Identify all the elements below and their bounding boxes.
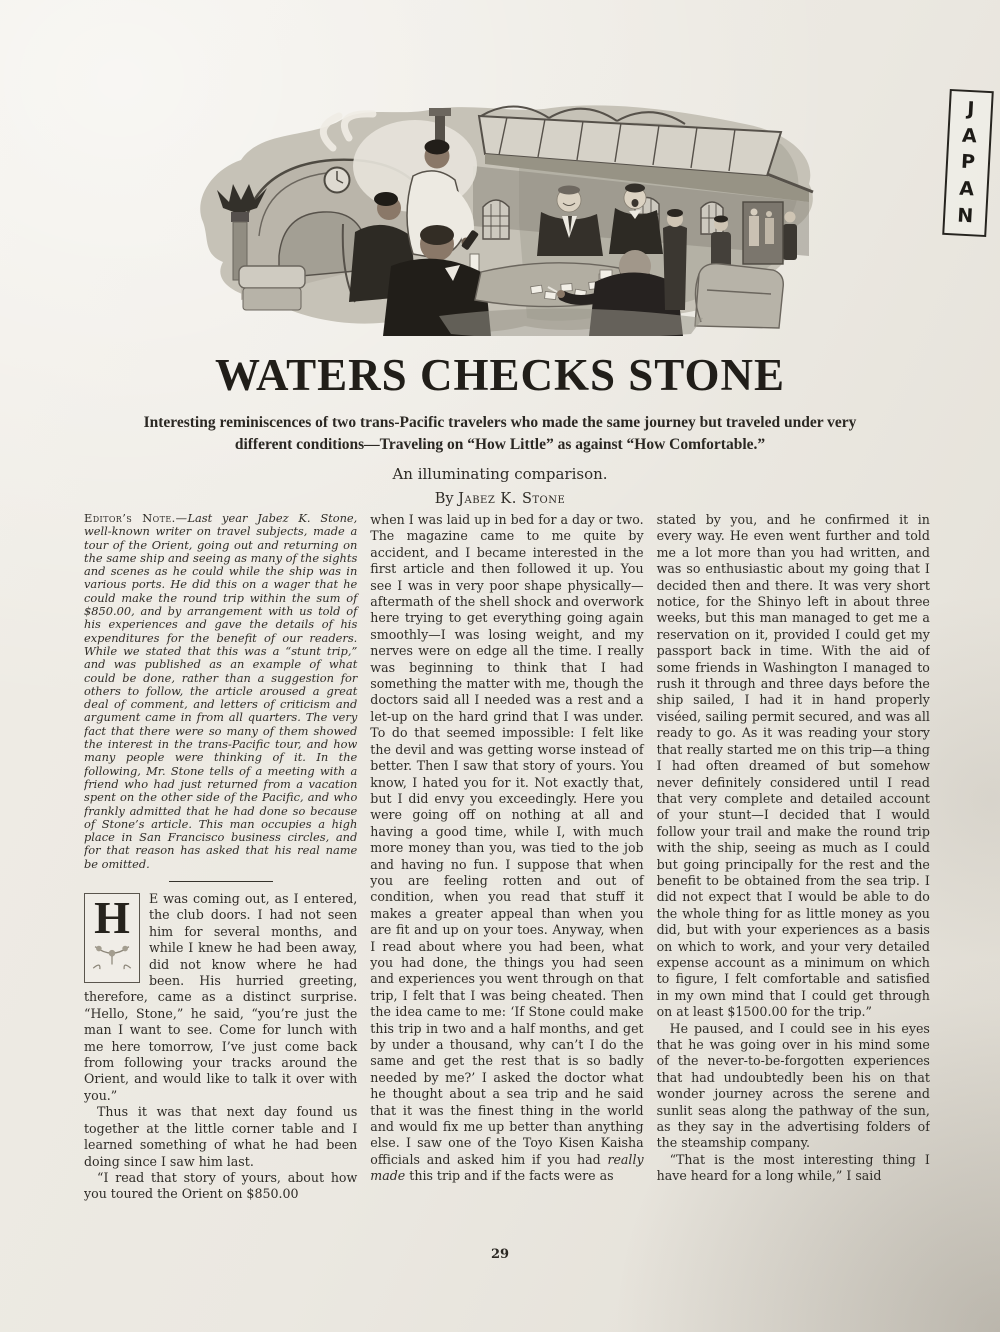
- column-1-body: [84, 891, 357, 1203]
- stamp-letter: J: [966, 97, 975, 121]
- deck-line-1: Interesting reminiscences of two trans-Pacific travelers who made the same journey but traveled under very: [143, 414, 857, 432]
- deck-line-2: different conditions—Traveling on “How Little” as against “How Comfortable.”: [234, 436, 766, 454]
- byline-by: By: [434, 491, 459, 508]
- column-2: [370, 512, 643, 1257]
- drop-cap-ornament: [91, 941, 133, 971]
- editors-note-label: Editor’s Note.—: [84, 512, 188, 525]
- stamp-letter: N: [956, 204, 974, 228]
- drop-cap: [84, 893, 140, 983]
- editors-note: [84, 512, 357, 871]
- stamp-letter: A: [958, 177, 975, 201]
- article-paragraph: “I read that story of yours, about how you toured the Orient on $850.00: [84, 1169, 358, 1202]
- article-title: WATERS CHECKS STONE: [214, 350, 785, 400]
- stamp-letter: P: [960, 151, 976, 174]
- article-subdeck: An illuminating comparison.: [392, 465, 608, 484]
- japan-stamp: [942, 89, 994, 237]
- section-divider: [169, 881, 273, 882]
- article-paragraph: [84, 891, 357, 1104]
- article-columns: [84, 512, 930, 1257]
- paragraph-text: E was coming out, as I entered, the club doors. I had not seen him for several months, and while I knew he had been away, did not know where he had been. His hurried greeting, therefore, came as a distinct surprise. “Hello, Stone,” he said, “you’re just the man I want to see. Come for lunch with me here tomorrow, I’ve just come back from following your tracks around the Orient, and would like to talk it over with you.”: [84, 891, 358, 1103]
- illustration-ship-card-game: [183, 104, 825, 336]
- article-paragraph: “That is the most interesting thing I have heard for a long while,” I said: [656, 1151, 930, 1184]
- article-paragraph: [370, 512, 643, 1185]
- column-3: [657, 512, 930, 1257]
- article-deck: [77, 412, 923, 456]
- column-1: [84, 512, 357, 1257]
- editors-note-body: Last year Jabez K. Stone, well-known writer on travel subjects, made a tour of the Orient, going out and returning on the same ship and seeing as many of the sights and scenes as he could while the ship was in various ports. He did this on a wager that he could make the round trip within the sum of $850.00, and by arrangement with us told of his experiences and gave the details of his expenditures for the benefit of our readers. While we stated that this was a “stunt trip,” and was published as an example of what could be done, rather than a suggestion for others to follow, the article aroused a great deal of comment, and letters of criticism and argument came in from all quarters. The very fact that there were so many of them showed the interest in the trans-Pacific tour, and how many people were thinking of it. In the following, Mr. Stone tells of a meeting with a friend who had just returned from a vacation spent on the other side of the Pacific, and who frankly admitted that he had done so because of Stone’s article. This man occupies a high place in San Francisco business circles, and for that reason has asked that his real name be omitted.: [84, 512, 358, 871]
- stamp-letter: A: [961, 124, 978, 148]
- article-paragraph: stated by you, and he confirmed it in every way. He even went further and told me a lot more than you had written, and was so enthusiastic about my going that I decided then and there. It was very short notice, for the Shinyo left in about three weeks, but this man managed to get me a reservation on it, provided I could get my passport back in time. With the aid of some friends in Washington I managed to rush it through and three days before the ship sailed, I had it in hand properly viséed, sailing permit secured, and was all ready to go. As it was reading your story that really started me on this trip—a thing I had often dreamed of but somehow never definitely considered until I read that very complete and detailed account of your stunt—I decided that I would follow your trail and make the round trip with the ship, seeing as much as I could but going principally for the rest and the benefit to be obtained from the sea trip. I did not expect that I would be able to do the whole thing for as little money as you did, but with your experiences as a basis on which to work, and your very detailed expense account as a minimum on which to figure, I felt comfortable and satisfied in my own mind that I could get through on at least $1500.00 for the trip.”: [656, 512, 930, 1020]
- article-paragraph: Thus it was that next day found us together at the little corner table and I learned something of what he had been doing since I saw him last.: [84, 1104, 358, 1169]
- byline: [0, 491, 1000, 507]
- drop-cap-letter: H: [94, 892, 130, 944]
- column-3-body: [657, 512, 930, 1185]
- paragraph-text: this trip and if the facts were as: [405, 1168, 614, 1184]
- column-2-body: [370, 512, 643, 1185]
- masthead: [0, 352, 1000, 507]
- article-paragraph: He paused, and I could see in his eyes that he was going over in his mind some of the never-to-be-forgotten experiences that had undoubtedly been his on that wonder journey across the serene and sunlit seas along the pathway of the sun, as they say in the advertising folders of the steamship company.: [656, 1020, 930, 1151]
- byline-author: Jabez K. Stone: [458, 491, 566, 508]
- page-number: 29: [490, 1247, 510, 1262]
- emphasized-text: really made: [370, 1151, 644, 1184]
- paragraph-text: when I was laid up in bed for a day or two. The magazine came to me quite by accident, and I became interested in the first article and then followed it up. You see I was in very poor shape physically—aftermath of the shell shock and overwork here trying to get everything going again smoothly—I was losing weight, and my nerves were on edge all the time. I really was beginning to think that I had something the matter with me, though the doctors said all I needed was a rest and a let-up on the hard grind that I was under. To do that seemed impossible: I felt like the devil and was getting worse instead of better. Then I saw that story of yours. You know, I hated you for it. Not exactly that, but I did envy you exceedingly. Here you were going off on nothing at all and having a good time, while I, with much more money than you, was tied to the job and having no fun. I suppose that when you are feeling rotten and out of condition, when you read that stuff it makes a greater appeal than when you are fit and up on your toes. Anyway, when I read about where you had been, what you had done, the things you had seen and experiences you went through on that trip, I felt that I was being cheated. Then the idea came to me: ‘If Stone could make this trip in two and a half months, and get by under a thousand, why can’t I do the same and get the rest that is so badly needed by me?’ I asked the doctor what he thought about a sea trip and he said that it was the finest thing in the world and would fix me up better than anything else. I saw one of the Toyo Kisen Kaisha officials and asked him if you had: [370, 512, 644, 1167]
